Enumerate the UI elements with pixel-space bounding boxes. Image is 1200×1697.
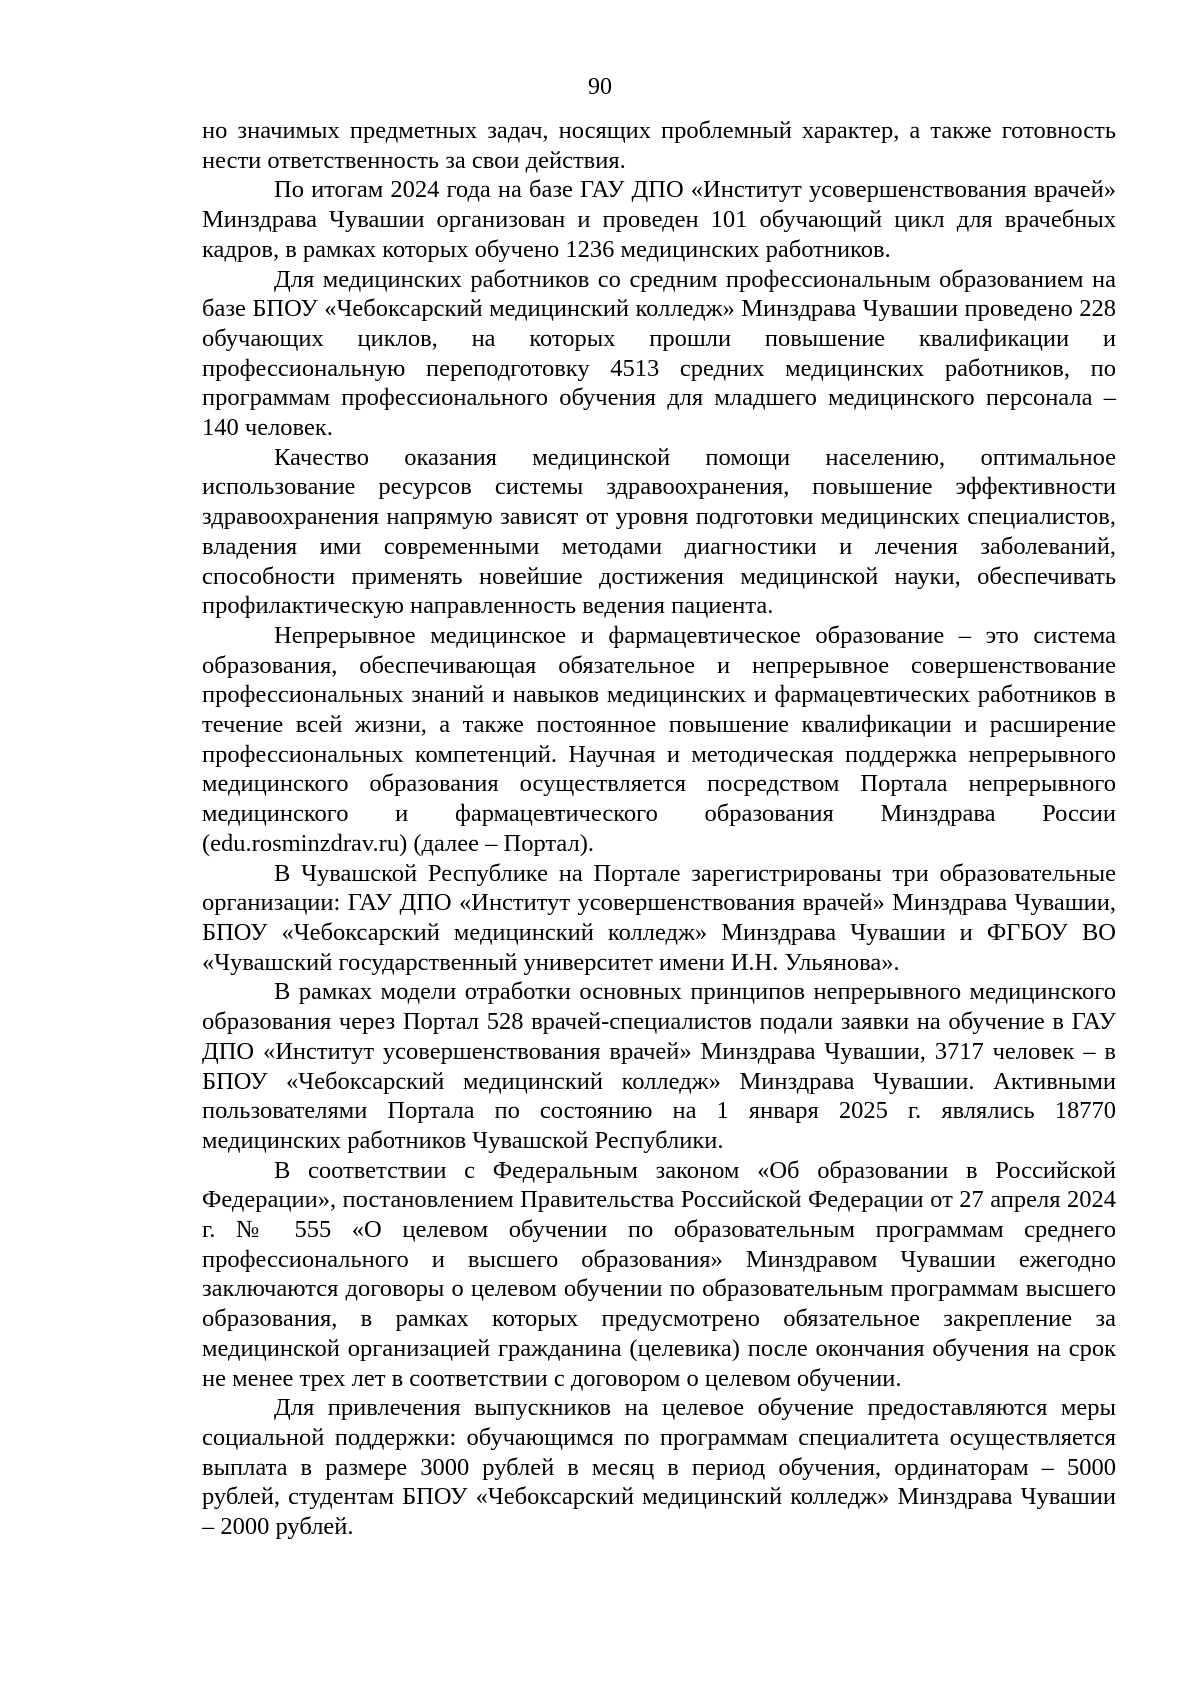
paragraph-portal-users: В рамках модели отработки основных принципов непрерывного медицинского образования через Портал 528 врачей-специалистов подали заявки на обучение в ГАУ ДПО «Институт усовершенствования врачей» Минздрава Чувашии, 3717 человек – в БПОУ «Чебоксарский медицинский колледж» Минздрава Чувашии. Активными пользователями Портала по состоянию на 1 января 2025 г. являлись 18770 медицинских работников Чувашской Республики. — [202, 978, 1116, 1154]
paragraph-portal-organizations: В Чувашской Республике на Портале зарегистрированы три образовательные организации: ГАУ ДПО «Институт усовершенствования врачей» Минздрава Чувашии, БПОУ «Чебоксарский медицинский колледж» Минздрава Чувашии и ФГБОУ ВО «Чувашский государственный университет имени И.Н. Ульянова». — [202, 859, 1116, 976]
paragraph-institute-results: По итогам 2024 года на базе ГАУ ДПО «Институт усовершенствования врачей» Минздрава Чувашии организован и проведен 101 обучающий цикл для врачебных кадров, в рамках которых обучено 1236 медицинских работников. — [202, 176, 1116, 263]
paragraph-social-support: Для привлечения выпускников на целевое обучение предоставляются меры социальной поддержки: обучающимся по программам специалитета осуществляется выплата в размере 3000 рублей в месяц в период обучения, ординаторам – 5000 рублей, студентам БПОУ «Чебоксарский медицинский колледж» Минздрава Чувашии – 2000 рублей. — [202, 1394, 1116, 1541]
paragraph-care-quality: Качество оказания медицинской помощи населению, оптимальное использование ресурсов системы здравоохранения, повышение эффективности здравоохранения напрямую зависят от уровня подготовки медицинских специалистов, владения ими современными методами диагностики и лечения заболеваний, способности применять новейшие достижения медицинской науки, обеспечивать профилактическую направленность ведения пациента. — [202, 443, 1116, 620]
paragraph-continued: но значимых предметных задач, носящих проблемный характер, а также готовность нести ответственность за свои действия. — [202, 117, 1116, 174]
paragraph-continuous-education: Непрерывное медицинское и фармацевтическое образование – это система образования, обеспечивающая обязательное и непрерывное совершенствование профессиональных знаний и навыков медицинских и фармацевтических работников в течение всей жизни, а также постоянное повышение квалификации и расширение профессиональных компетенций. Научная и методическая поддержка непрерывного медицинского образования осуществляется посредством Портала непрерывного медицинского и фармацевтического образования Минздрава России (edu.rosminzdrav.ru) (далее – Портал). — [202, 621, 1116, 857]
paragraph-college-results: Для медицинских работников со средним профессиональным образованием на базе БПОУ «Чебоксарский медицинский колледж» Минздрава Чувашии проведено 228 обучающих циклов, на которых прошли повышение квалификации и профессиональную переподготовку 4513 средних медицинских работников, по программам профессионального обучения для младшего медицинского персонала – 140 человек. — [202, 265, 1116, 442]
document-body — [202, 116, 1116, 1542]
paragraph-targeted-training: В соответствии с Федеральным законом «Об образовании в Российской Федерации», постановлением Правительства Российской Федерации от 27 апреля 2024 г. № 555 «О целевом обучении по образовательным программам среднего профессионального и высшего образования» Минздравом Чувашии ежегодно заключаются договоры о целевом обучении по образовательным программам высшего образования, в рамках которых предусмотрено обязательное закрепление за медицинской организацией гражданина (целевика) после окончания обучения на срок не менее трех лет в соответствии с договором о целевом обучении. — [202, 1156, 1116, 1392]
page-number: 90 — [588, 74, 612, 100]
